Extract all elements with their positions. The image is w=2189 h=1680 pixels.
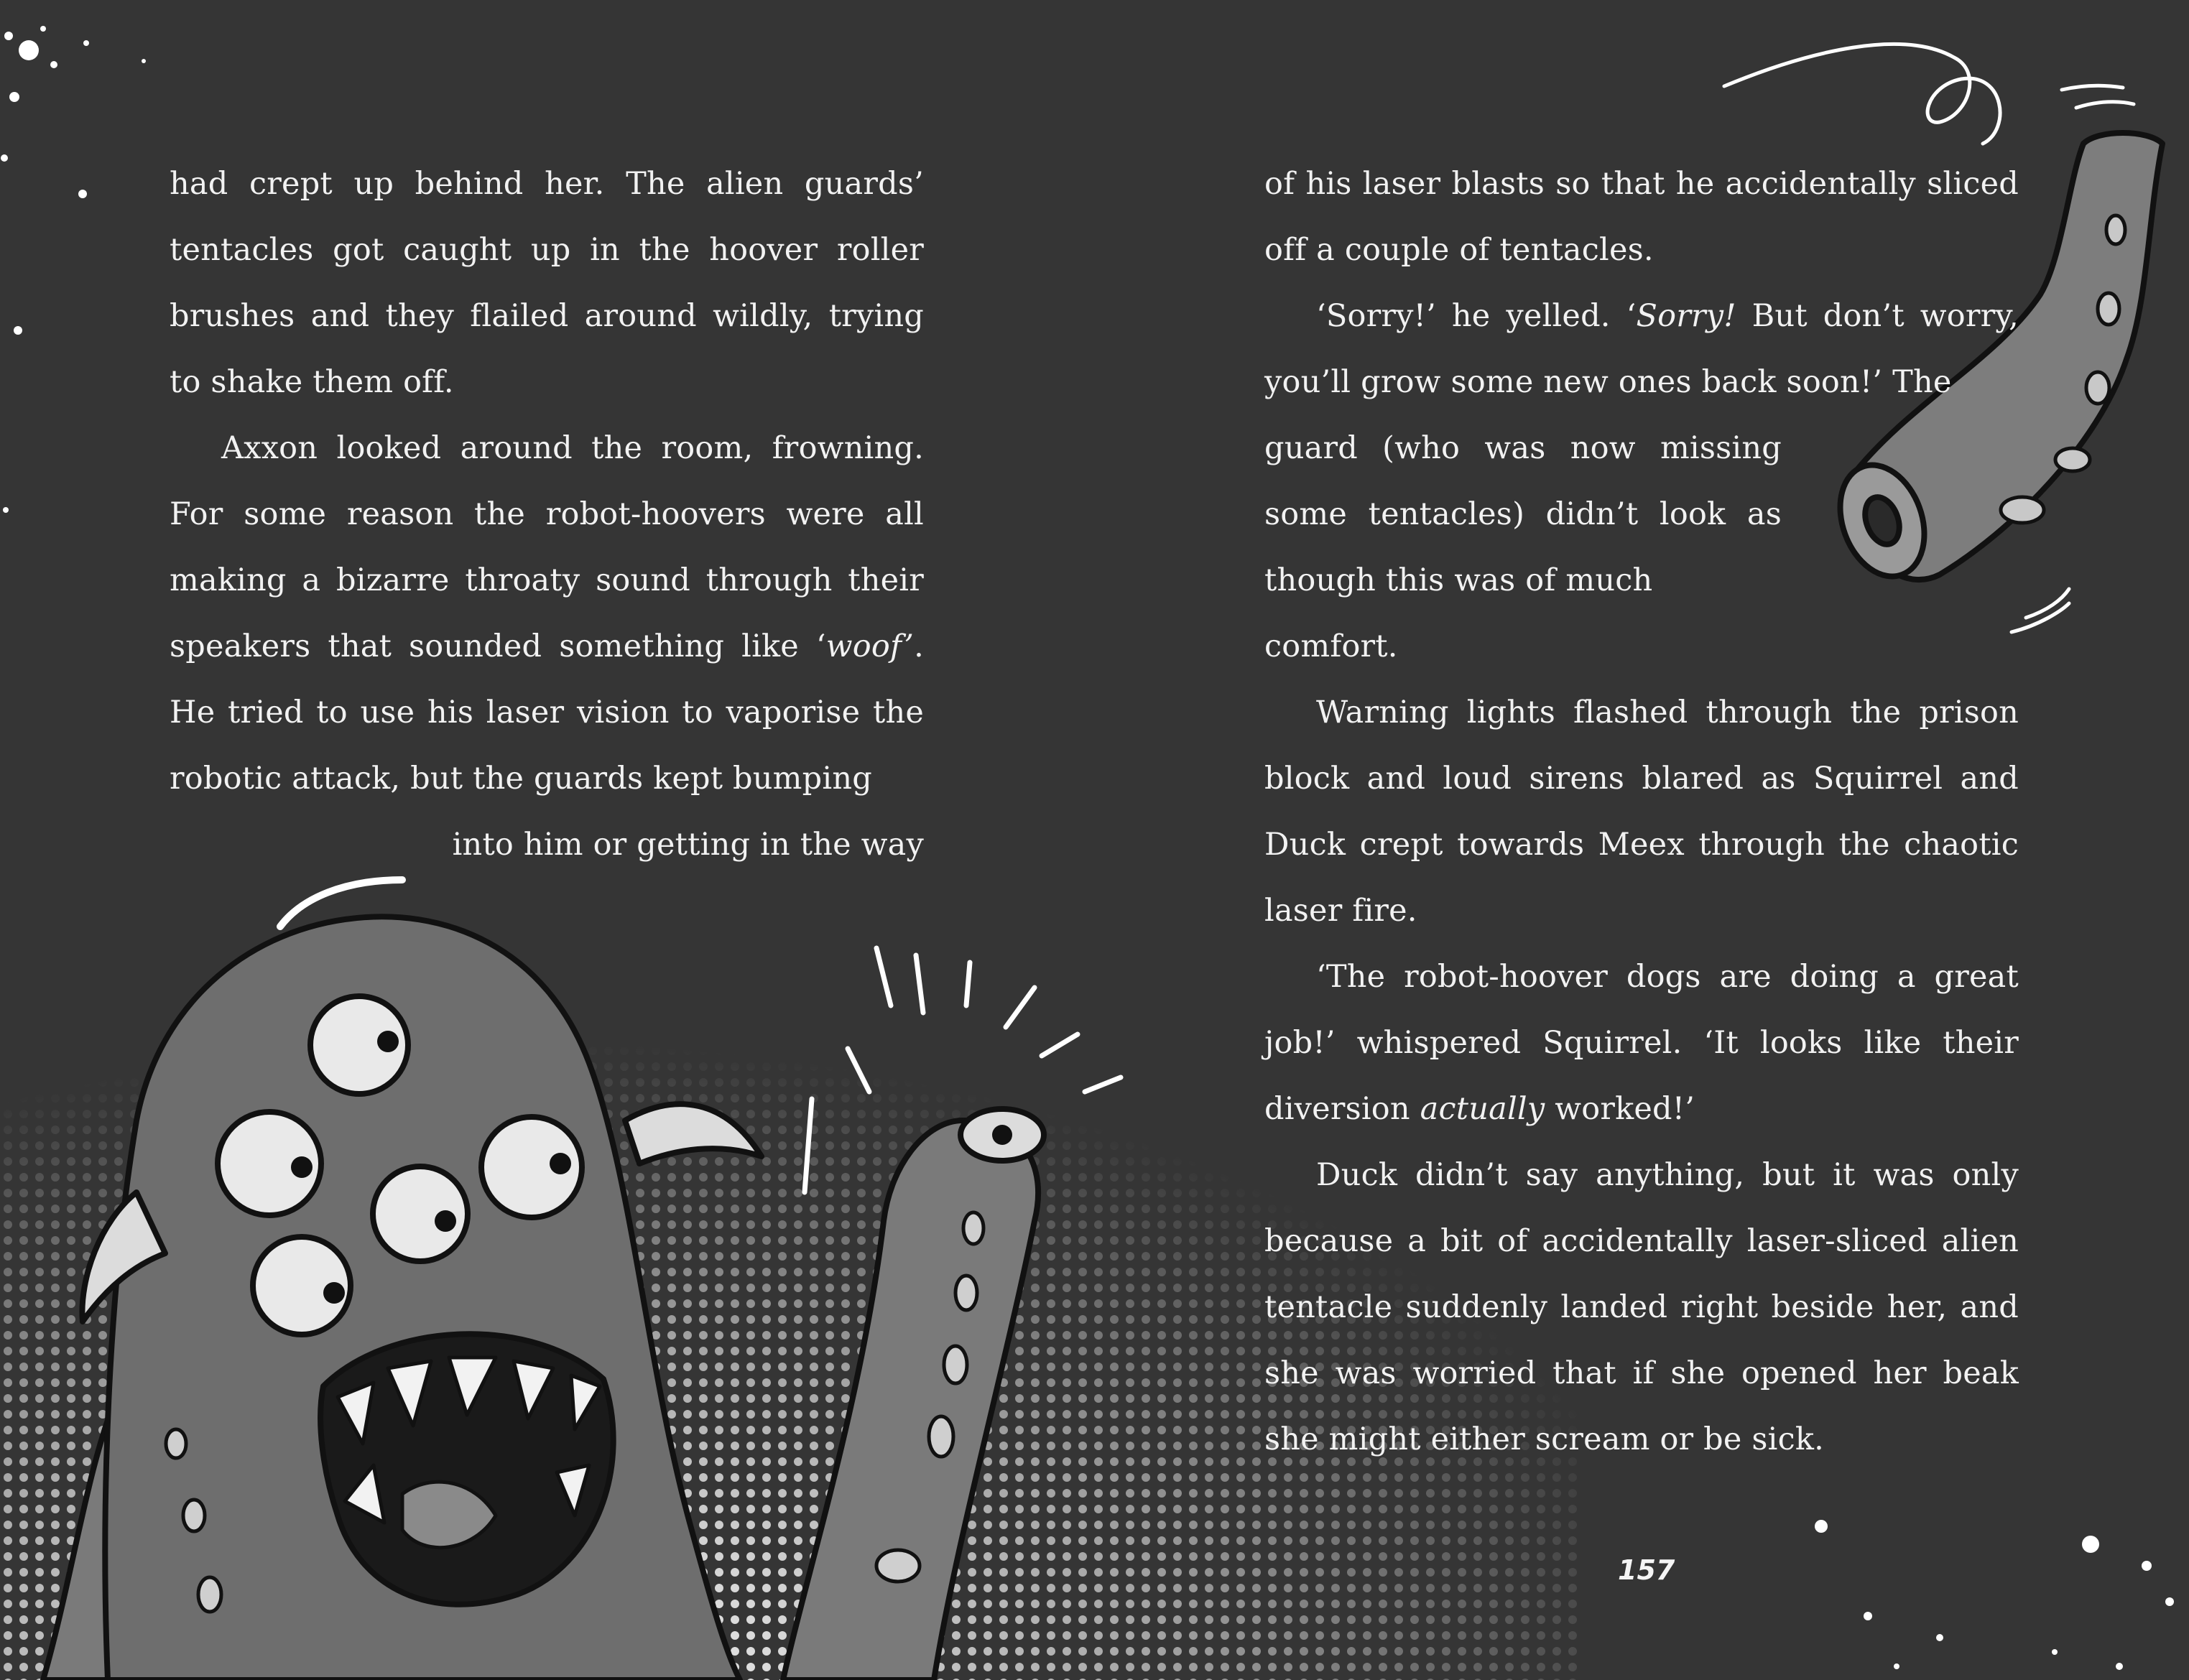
paragraph-wrap-around-art: guard (who was now missing some tentacles) didn’t look as though this was of much [1264,430,1782,598]
paragraph: of his laser blasts so that he accidentally sliced off a couple of tentacles. [1264,166,2019,268]
star-speckles-bottom-right [1815,1520,2174,1670]
text-run: worked!’ [1545,1091,1695,1127]
italic-text: Sorry! [1636,298,1736,334]
paragraph [170,415,924,812]
paragraph-tail: into him or getting in the way [452,827,924,863]
left-page-text [170,151,924,878]
italic-text: actually [1420,1091,1545,1127]
text-run: . He tried to use his laser vision to vaporise the robotic attack, but the guards kept bumping [170,628,924,797]
star-speckles-top-left [1,26,146,513]
paragraph: Warning lights flashed through the prison block and loud sirens blared as Squirrel and Duck crept towards Meex through the chaotic laser fire. [1264,695,2019,929]
text-run: ‘Sorry!’ he yelled. ‘ [1316,298,1637,334]
paragraph [1264,944,2019,1142]
paragraph [1264,283,2019,415]
paragraph-end: comfort. [1264,628,1398,664]
text-run: ‘The robot-hoover dogs are doing a great job!’ whispered Squirrel. ‘It looks like their diversion [1264,959,2019,1127]
text-run: Axxon looked around the room, frowning. For some reason the robot-hoovers were all making a bizarre throaty sound through their speakers that sounded something like ‘ [170,430,924,664]
paragraph: Duck didn’t say anything, but it was only because a bit of accidentally laser-sliced alien tentacle suddenly landed right beside her, and she was worried that if she opened her beak she might either scream or be sick. [1264,1157,2019,1457]
italic-text: woof’ [825,628,915,664]
right-page-text [1264,151,2019,1472]
text-run: But don’t worry, you’ll grow some new ones back soon!’ The [1264,298,2019,400]
paragraph: had crept up behind her. The alien guards’ tentacles got caught up in the hoover roller brushes and they flailed around wildly, trying to shake them off. [170,166,924,400]
page-number: 157 [1618,1554,1675,1586]
